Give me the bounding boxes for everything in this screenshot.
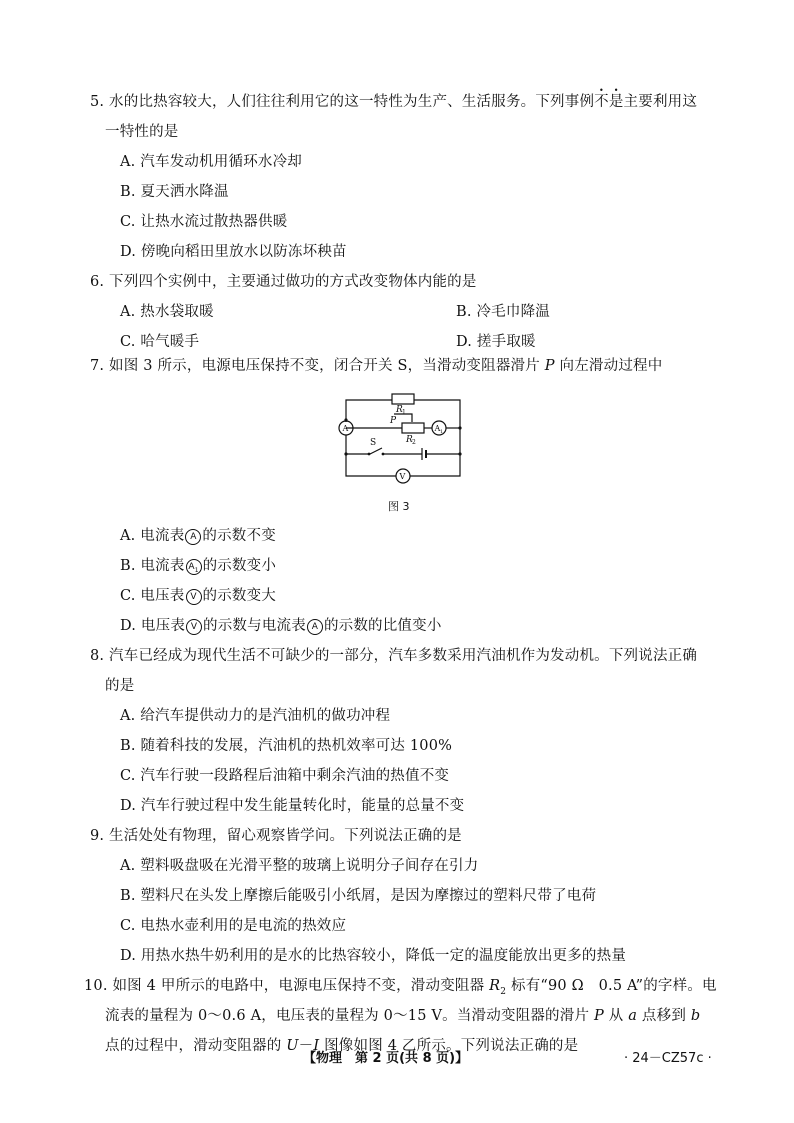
wire (346, 400, 392, 420)
q6-option-b: B. 冷毛巾降温 (456, 304, 550, 320)
resistor-r1 (392, 394, 414, 404)
q9-option-b: B. 塑料尺在头发上摩擦后能吸引小纸屑，是因为摩擦过的塑料尺带了电荷 (120, 888, 597, 904)
q7-option-d: D. 电压表 V 的示数与电流表 A 的示数的比值变小 (120, 618, 442, 634)
label-s: S (370, 438, 377, 448)
voltmeter-symbol: V (186, 619, 202, 635)
q8-stem-line2: 的是 (105, 678, 135, 694)
q5-stem-line2: 一特性的是 (105, 124, 179, 140)
q8-stem-line1: 8. 汽车已经成为现代生活不可缺少的一部分，汽车多数采用汽油机作为发动机。下列说法正确 (90, 648, 698, 664)
label-v: V (399, 472, 406, 481)
q5-option-b: B. 夏天洒水降温 (120, 184, 229, 200)
page-footer-center: 【物理 第 2 页(共 8 页)】 (303, 1051, 469, 1066)
q8-option-c: C. 汽车行驶一段路程后油箱中剩余汽油的热值不变 (120, 768, 450, 784)
figure-caption: 图 3 (388, 500, 410, 513)
circuit-diagram (330, 378, 470, 490)
label-r1: R (396, 405, 403, 415)
q10-stem-line2: 流表的量程为 0～0.6 A，电压表的量程为 0～15 V。当滑动变阻器的滑片 P 从 a 点移到 b (105, 1008, 701, 1024)
label-r2: R (406, 435, 413, 445)
q8-option-a: A. 给汽车提供动力的是汽油机的做功冲程 (120, 708, 391, 724)
ammeter-symbol: A (185, 529, 201, 545)
q9-option-d: D. 用热水热牛奶利用的是水的比热容较小，降低一定的温度能放出更多的热量 (120, 948, 627, 964)
label-p: P (390, 416, 397, 426)
q5-option-a: A. 汽车发动机用循环水冷却 (120, 154, 302, 170)
q7-option-c: C. 电压表 V 的示数变大 (120, 588, 276, 604)
ammeter-a1-symbol: $A_1$ (186, 559, 202, 575)
q7-option-b: B. 电流表 $A_1$ 的示数变小 (120, 558, 277, 574)
switch-s (370, 448, 382, 454)
q7-stem: 7. 如图 3 所示，电源电压保持不变，闭合开关 S，当滑动变阻器滑片 P 向左滑动过程中 (90, 358, 663, 374)
emphasis-dot-text: 是 (608, 94, 624, 110)
label-a1-sub: 1 (440, 429, 444, 435)
label-r2-sub: 2 (412, 439, 416, 446)
ammeter-symbol: A (307, 619, 323, 635)
label-a: A (342, 424, 349, 433)
q10-stem-line3: 点的过程中，滑动变阻器的 U－I 图像如图 4 乙所示。下列说法正确的是 (105, 1038, 579, 1054)
q9-option-c: C. 电热水壶利用的是电流的热效应 (120, 918, 347, 934)
emphasis-dot-text: 不 (594, 94, 609, 110)
q10-stem-line1: 10. 如图 4 甲所示的电路中，电源电压保持不变，滑动变阻器 $R_2$ 标有“90 Ω 0.5 A”的字样。电 (84, 978, 717, 997)
q6-option-a: A. 热水袋取暖 (120, 304, 214, 320)
label-a1: A (434, 424, 441, 433)
q7-option-a: A. 电流表 A 的示数不变 (120, 528, 276, 544)
q5-stem-line1: 5. 水的比热容较大，人们往往利用它的这一特性为生产、生活服务。下列事例不是主要利用这 (90, 94, 698, 110)
q6-stem: 6. 下列四个实例中，主要通过做功的方式改变物体内能的是 (90, 274, 477, 290)
label-r1-sub: 1 (402, 409, 406, 416)
q5-option-c: C. 让热水流过散热器供暖 (120, 214, 288, 230)
wire (346, 454, 396, 476)
q5-option-d: D. 傍晚向稻田里放水以防冻坏秧苗 (120, 244, 347, 260)
q6-option-c: C. 哈气暖手 (120, 334, 200, 350)
resistor-r2 (402, 423, 424, 433)
page-footer-code: · 24－CZ57c · (624, 1051, 712, 1066)
q8-option-d: D. 汽车行驶过程中发生能量转化时，能量的总量不变 (120, 798, 465, 814)
wire (410, 454, 460, 476)
q9-stem: 9. 生活处处有物理，留心观察皆学问。下列说法正确的是 (90, 828, 462, 844)
q9-option-a: A. 塑料吸盘吸在光滑平整的玻璃上说明分子间存在引力 (120, 858, 479, 874)
voltmeter-symbol: V (186, 589, 202, 605)
q8-option-b: B. 随着科技的发展，汽油机的热机效率可达 100% (120, 738, 453, 754)
q6-option-d: D. 搓手取暖 (456, 334, 536, 350)
